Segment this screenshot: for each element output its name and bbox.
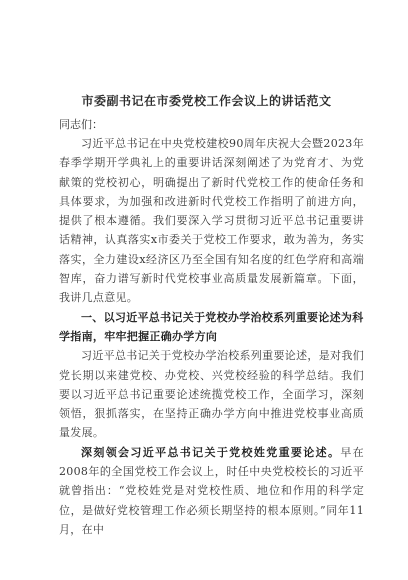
subpoint-text: 早在2008年的全国党校工作会议上，时任中央党校校长的习近平就曾指出：“党校姓党是对党校性质、地位和作用的科学定位，是做好党校管理工作必须长期坚持的根本原则。”同年11月，在中: [59, 445, 364, 536]
document-title: 市委副书记在市委党校工作会议上的讲话范文: [81, 94, 332, 108]
subpoint-paragraph: [59, 443, 364, 539]
intro-paragraph: 习近平总书记在中央党校建校90周年庆祝大会暨2023年春季学期开学典礼上的重要讲话深刻阐述了为党育才、为党献策的党校初心，明确提出了新时代党校工作的使命任务和具体要求，为加强和改进新时代党校工作指明了前进方向，提供了根本遵循。我们要深入学习贯彻习近平总书记重要讲话精神，认真落实x市委关于党校工作要求，敢为善为，务实落实，全力建设x经济区乃至全国有知名度的红色学府和高端智库，奋力谱写新时代党校事业高质量发展新篇章。下面，我讲几点意见。: [59, 137, 364, 305]
subpoint-lead: 深刻领会习近平总书记关于党校姓党重要论述。: [81, 445, 341, 459]
salutation: 同志们：: [59, 118, 103, 131]
section-heading: 一、以习近平总书记关于党校办学治校系列重要论述为科学指南，牢牢把握正确办学方向: [59, 310, 364, 343]
section-paragraph: 习近平总书记关于党校办学治校系列重要论述，是对我们党长期以来建党校、办党校、兴党校经验的科学总结。我们要以习近平总书记重要论述统揽党校工作，全面学习，深刻领悟，狠抓落实，在坚持正确办学方向中推进党校事业高质量发展。: [59, 349, 364, 440]
